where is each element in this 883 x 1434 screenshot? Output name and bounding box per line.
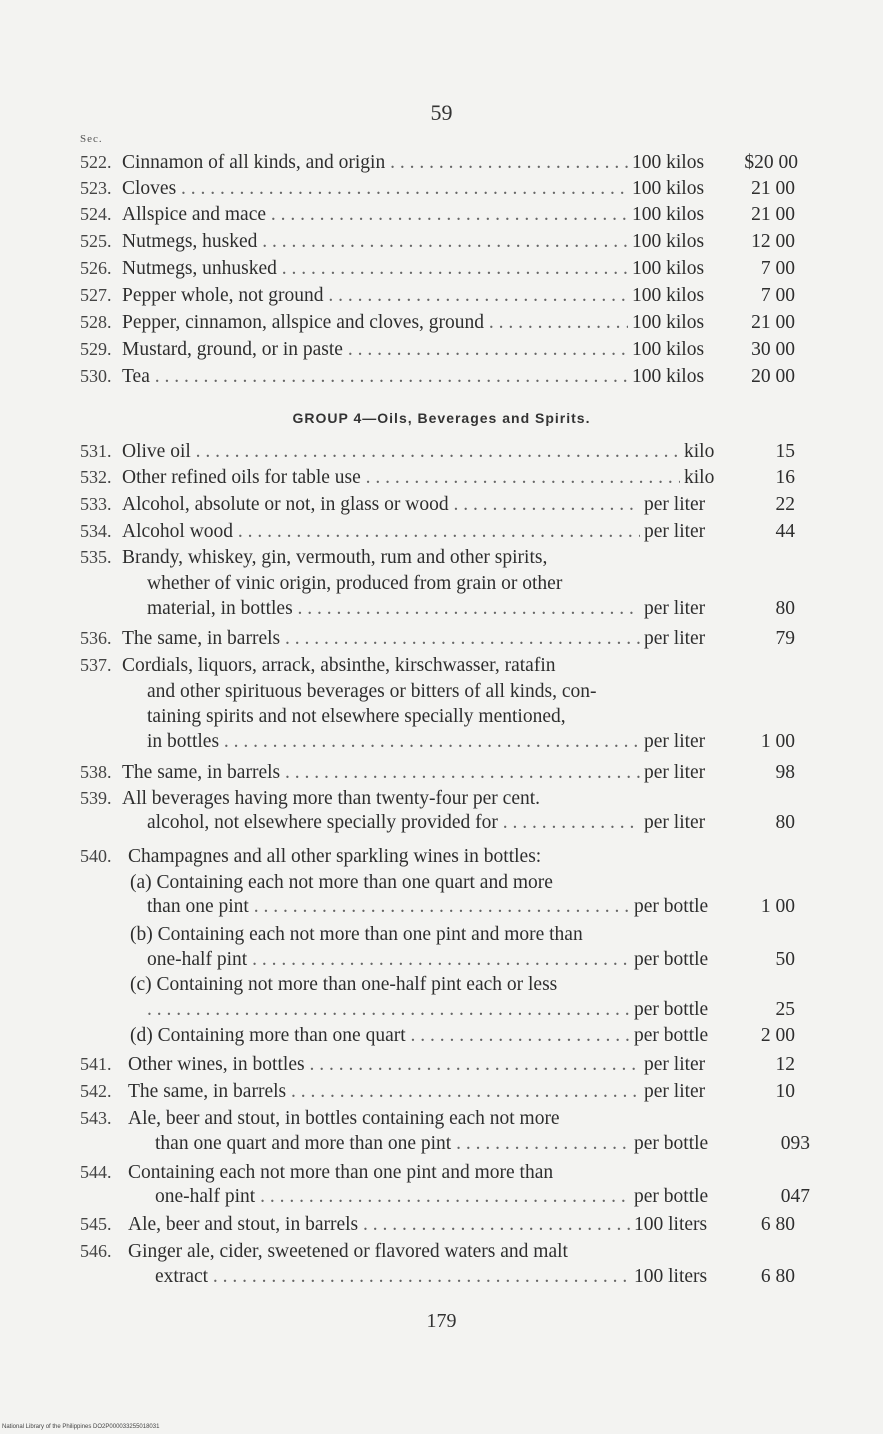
item-description-line: Containing each not more than one pint and more than <box>128 1162 554 1183</box>
item-rate: 12 00 <box>751 231 795 252</box>
item-description: alcohol, not elsewhere specially provided for . . . <box>147 812 640 834</box>
item-number: 537. <box>80 655 112 675</box>
item-unit: per bottle <box>630 1133 708 1155</box>
item-number: 540. <box>80 846 112 866</box>
item-number: 534. <box>80 521 112 541</box>
item-number: 546. <box>80 1241 112 1261</box>
item-unit: 100 kilos <box>628 312 704 334</box>
item-description: material, in bottles . . . <box>147 598 640 620</box>
item-description: The same, in barrels . . . <box>128 1081 640 1103</box>
item-unit: 100 kilos <box>628 231 704 253</box>
item-description: Other refined oils for table use . . . <box>122 467 680 489</box>
item-unit: per bottle <box>630 1186 708 1208</box>
item-rate: 25 <box>775 999 795 1020</box>
item-number: 530. <box>80 366 112 386</box>
item-unit: 100 kilos <box>628 339 704 361</box>
item-rate: 20 00 <box>751 366 795 387</box>
item-description: Alcohol wood . . . <box>122 521 640 543</box>
item-unit: kilo <box>680 467 714 489</box>
item-unit: per bottle <box>630 896 708 918</box>
item-rate: 12 <box>775 1054 795 1075</box>
item-rate: 79 <box>775 628 795 649</box>
item-description: than one pint . . . <box>147 896 630 918</box>
item-number: 526. <box>80 258 112 278</box>
item-rate: 16 <box>775 467 795 488</box>
item-unit: 100 liters <box>630 1266 707 1288</box>
item-description: in bottles . . . <box>147 731 640 753</box>
item-number: 524. <box>80 204 112 224</box>
item-rate: 21 00 <box>751 178 795 199</box>
scan-footer: National Library of the Philippines DO2P000033255018031 <box>2 1424 160 1430</box>
item-unit: 100 kilos <box>628 258 704 280</box>
item-number: 532. <box>80 467 112 487</box>
item-description-line: Brandy, whiskey, gin, vermouth, rum and other spirits, <box>122 547 548 568</box>
item-unit: per liter <box>640 1054 705 1076</box>
item-description: Nutmegs, unhusked . . . <box>122 258 628 280</box>
item-unit: per liter <box>640 628 705 650</box>
item-description: Alcohol, absolute or not, in glass or wood . . . <box>122 494 640 516</box>
item-rate: 80 <box>775 598 795 619</box>
item-unit: per liter <box>640 1081 705 1103</box>
item-number: 533. <box>80 494 112 514</box>
item-rate: 1 00 <box>760 896 795 917</box>
item-rate: 21 00 <box>751 204 795 225</box>
item-rate: 7 00 <box>760 258 795 279</box>
item-unit: per bottle <box>630 999 708 1021</box>
item-description-line: (a) Containing each not more than one quart and more <box>130 872 553 893</box>
item-description-line: (b) Containing each not more than one pint and more than <box>130 924 583 945</box>
item-description: Tea . . . <box>122 366 628 388</box>
item-rate: 44 <box>775 521 795 542</box>
item-number: 529. <box>80 339 112 359</box>
item-description: Cinnamon of all kinds, and origin . . . <box>122 152 628 174</box>
item-description-line: Champagnes and all other sparkling wines in bottles: <box>128 846 542 867</box>
item-unit: 100 kilos <box>628 178 704 200</box>
item-description: Olive oil . . . <box>122 441 680 463</box>
item-description: (d) Containing more than one quart . . . <box>130 1025 630 1047</box>
item-number: 536. <box>80 628 112 648</box>
item-unit: 100 liters <box>630 1214 707 1236</box>
item-unit: 100 kilos <box>628 152 704 174</box>
item-unit: per bottle <box>630 1025 708 1047</box>
item-description-line: taining spirits and not elsewhere specially mentioned, <box>147 706 566 727</box>
item-unit: per liter <box>640 812 705 834</box>
item-unit: 100 kilos <box>628 285 704 307</box>
item-unit: per liter <box>640 521 705 543</box>
item-unit: per liter <box>640 598 705 620</box>
item-rate: 047 <box>780 1186 810 1207</box>
item-rate: 22 <box>775 494 795 515</box>
item-number: 542. <box>80 1081 112 1101</box>
item-number: 544. <box>80 1162 112 1182</box>
item-rate: 50 <box>775 949 795 970</box>
item-rate: $20 00 <box>744 152 798 173</box>
item-rate: 1 00 <box>760 731 795 752</box>
item-description-line: (c) Containing not more than one-half pint each or less <box>130 974 558 995</box>
item-rate: 30 00 <box>751 339 795 360</box>
group-heading: GROUP 4—Oils, Beverages and Spirits. <box>292 410 591 426</box>
item-number: 539. <box>80 788 112 808</box>
item-description-line: All beverages having more than twenty-four per cent. <box>122 788 541 809</box>
item-description: Nutmegs, husked . . . <box>122 231 628 253</box>
item-description: one-half pint . . . <box>155 1186 630 1208</box>
item-rate: 7 00 <box>760 285 795 306</box>
item-description <box>147 999 630 1021</box>
item-number: 531. <box>80 441 112 461</box>
item-description-line: Ginger ale, cider, sweetened or flavored waters and malt <box>128 1241 568 1262</box>
item-description: Ale, beer and stout, in barrels . . . <box>128 1214 630 1236</box>
item-number: 543. <box>80 1108 112 1128</box>
item-unit: kilo <box>680 441 714 463</box>
item-rate: 093 <box>780 1133 810 1154</box>
item-description: Other wines, in bottles . . . <box>128 1054 640 1076</box>
item-number: 528. <box>80 312 112 332</box>
item-description: The same, in barrels . . . <box>122 762 640 784</box>
item-number: 541. <box>80 1054 112 1074</box>
item-unit: per liter <box>640 762 705 784</box>
item-number: 538. <box>80 762 112 782</box>
item-description: Allspice and mace . . . <box>122 204 628 226</box>
page-number-bottom: 179 <box>426 1310 457 1332</box>
item-description: Pepper whole, not ground . . . <box>122 285 628 307</box>
item-unit: 100 kilos <box>628 366 704 388</box>
item-description-line: Cordials, liquors, arrack, absinthe, kirschwasser, ratafin <box>122 655 556 676</box>
item-rate: 15 <box>775 441 795 462</box>
item-rate: 80 <box>775 812 795 833</box>
item-description: extract . . . <box>155 1266 630 1288</box>
item-rate: 98 <box>775 762 795 783</box>
item-description-line: Ale, beer and stout, in bottles containing each not more <box>128 1108 560 1129</box>
item-rate: 21 00 <box>751 312 795 333</box>
item-description-line: whether of vinic origin, produced from grain or other <box>147 573 563 594</box>
item-number: 522. <box>80 152 112 172</box>
section-column-label: Sec. <box>80 133 103 145</box>
item-rate: 6 80 <box>760 1214 795 1235</box>
item-unit: 100 kilos <box>628 204 704 226</box>
item-description: Pepper, cinnamon, allspice and cloves, ground . . . <box>122 312 628 334</box>
item-description-line: and other spirituous beverages or bitters of all kinds, con- <box>147 681 597 702</box>
item-number: 523. <box>80 178 112 198</box>
item-number: 527. <box>80 285 112 305</box>
item-number: 525. <box>80 231 112 251</box>
item-rate: 10 <box>775 1081 795 1102</box>
item-rate: 2 00 <box>760 1025 795 1046</box>
item-rate: 6 80 <box>760 1266 795 1287</box>
item-unit: per liter <box>640 494 705 516</box>
item-description: Mustard, ground, or in paste . . . <box>122 339 628 361</box>
item-description: than one quart and more than one pint . . . <box>155 1133 630 1155</box>
item-unit: per liter <box>640 731 705 753</box>
item-unit: per bottle <box>630 949 708 971</box>
item-description: one-half pint . . . <box>147 949 630 971</box>
item-description: Cloves . . . <box>122 178 628 200</box>
item-number: 535. <box>80 547 112 567</box>
item-number: 545. <box>80 1214 112 1234</box>
page-number-top: 59 <box>430 100 453 125</box>
item-description: The same, in barrels . . . <box>122 628 640 650</box>
